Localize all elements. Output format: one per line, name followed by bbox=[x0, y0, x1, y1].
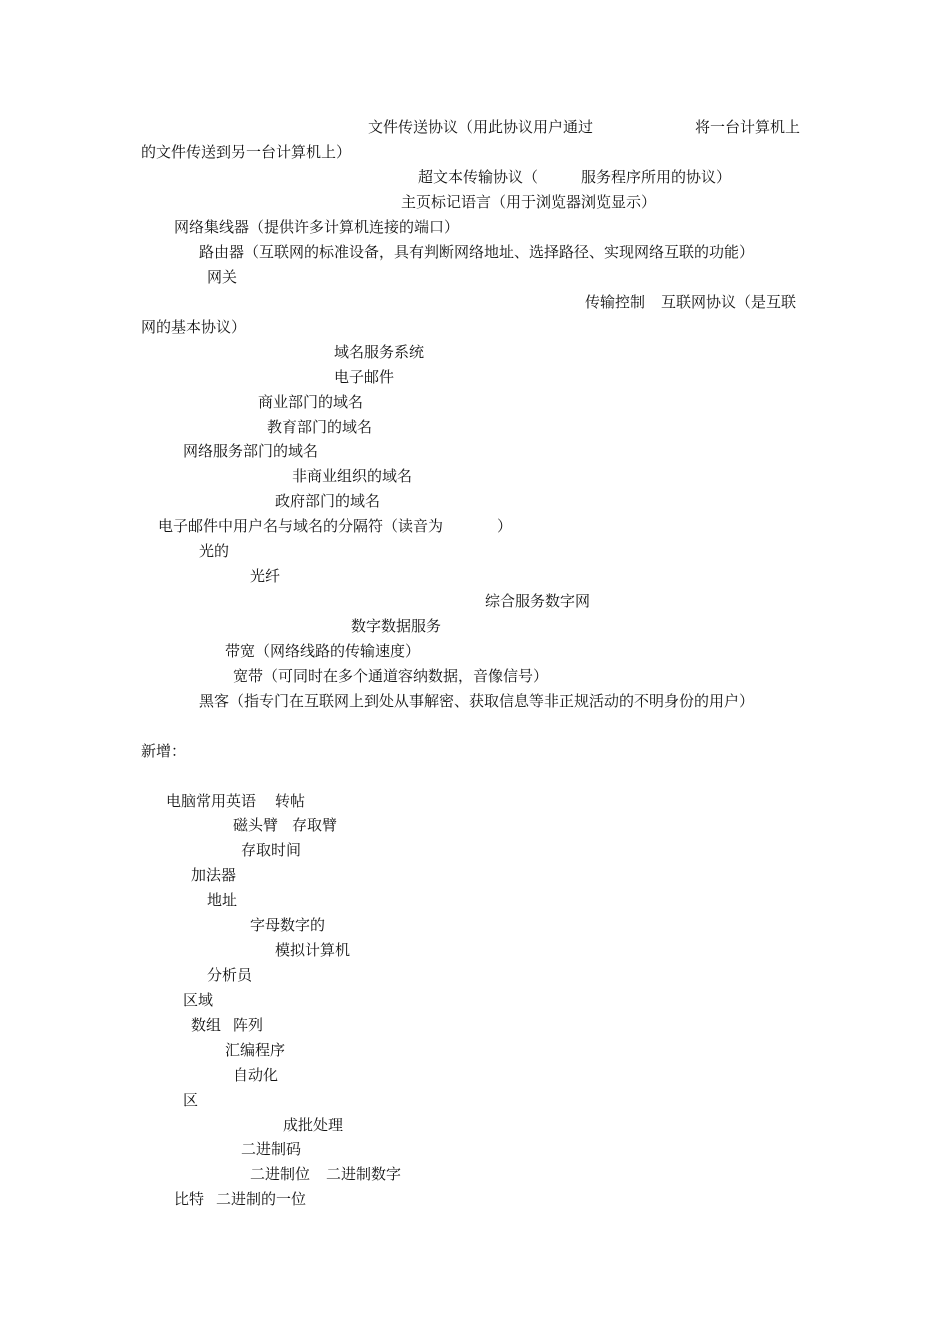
term-text: 存取臂 bbox=[292, 816, 338, 834]
entry-text: 传输控制 bbox=[585, 293, 646, 311]
entry-text: 网络集线器（提供许多计算机连接的端口） bbox=[174, 218, 460, 236]
term-text: 数组 bbox=[191, 1016, 222, 1034]
entry-text: 商业部门的域名 bbox=[258, 393, 364, 411]
term-text: 地址 bbox=[207, 891, 238, 909]
entry-text: 数字数据服务 bbox=[351, 617, 442, 635]
entry-text: 光纤 bbox=[250, 567, 281, 585]
term-text: 模拟计算机 bbox=[275, 941, 351, 959]
entry-text: 宽带（可同时在多个通道容纳数据，音像信号） bbox=[233, 667, 549, 685]
term-text: 二进制码 bbox=[241, 1140, 302, 1158]
entry-text: 将一台计算机上 bbox=[695, 118, 801, 136]
term-text: 区 bbox=[183, 1091, 199, 1109]
term-text: 磁头臂 bbox=[233, 816, 279, 834]
term-text: 二进制数字 bbox=[326, 1165, 402, 1183]
entry-text: 非商业组织的域名 bbox=[292, 467, 413, 485]
entry-text: ） bbox=[497, 517, 513, 535]
entry-text: 政府部门的域名 bbox=[275, 492, 381, 510]
term-text: 比特 bbox=[174, 1190, 205, 1208]
term-text: 加法器 bbox=[191, 866, 237, 884]
term-text: 二进制的一位 bbox=[216, 1190, 307, 1208]
entry-text: 电子邮件 bbox=[334, 368, 395, 386]
term-text: 电脑常用英语 bbox=[166, 792, 257, 810]
entry-text: 综合服务数字网 bbox=[485, 592, 591, 610]
section-heading: 新增： bbox=[141, 742, 187, 760]
term-text: 转帖 bbox=[275, 792, 306, 810]
entry-text: 光的 bbox=[199, 542, 230, 560]
entry-text: 服务程序所用的协议） bbox=[581, 168, 732, 186]
entry-text: 带宽（网络线路的传输速度） bbox=[225, 642, 421, 660]
term-text: 区域 bbox=[183, 991, 214, 1009]
entry-text: 教育部门的域名 bbox=[267, 418, 373, 436]
entry-text: 域名服务系统 bbox=[334, 343, 425, 361]
entry-text: 网关 bbox=[207, 268, 238, 286]
term-text: 汇编程序 bbox=[225, 1041, 286, 1059]
term-text: 二进制位 bbox=[250, 1165, 311, 1183]
term-text: 字母数字的 bbox=[250, 916, 326, 934]
entry-text: 黑客（指专门在互联网上到处从事解密、获取信息等非正规活动的不明身份的用户） bbox=[199, 692, 755, 710]
entry-text: 超文本传输协议（ bbox=[418, 168, 539, 186]
term-text: 成批处理 bbox=[283, 1116, 344, 1134]
entry-text: 文件传送协议（用此协议用户通过 bbox=[368, 118, 594, 136]
entry-text: 互联网协议（是互联 bbox=[661, 293, 797, 311]
term-text: 阵列 bbox=[233, 1016, 264, 1034]
term-text: 自动化 bbox=[233, 1066, 279, 1084]
term-text: 存取时间 bbox=[241, 841, 302, 859]
entry-text: 网的基本协议） bbox=[141, 318, 247, 336]
entry-text: 主页标记语言（用于浏览器浏览显示） bbox=[401, 193, 657, 211]
term-text: 分析员 bbox=[207, 966, 253, 984]
entry-text: 网络服务部门的域名 bbox=[183, 442, 319, 460]
entry-text: 路由器（互联网的标准设备，具有判断网络地址、选择路径、实现网络互联的功能） bbox=[199, 243, 755, 261]
entry-text: 的文件传送到另一台计算机上） bbox=[141, 143, 352, 161]
entry-text: 电子邮件中用户名与域名的分隔符（读音为 bbox=[158, 517, 444, 535]
